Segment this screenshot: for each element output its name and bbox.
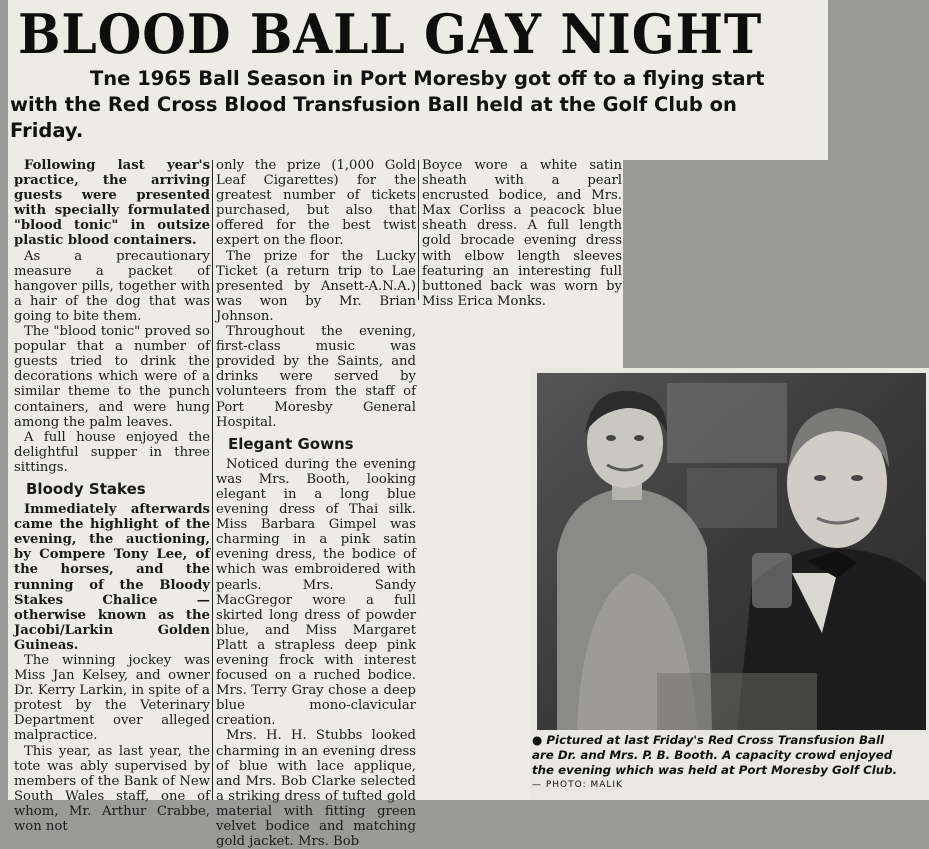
article-column-2 — [216, 158, 416, 849]
caption-line: the evening which was held at Port Moresby Golf Club. — [532, 763, 898, 777]
couple-photo — [537, 373, 926, 730]
article-paragraph: only the prize (1,000 Gold Leaf Cigarettes) for the greatest number of tickets purchased, but also that offered for the best twist expert on the floor. — [216, 158, 416, 249]
article-paragraph: Throughout the evening, first-class music was provided by the Saints, and drinks were served by volunteers from the staff of Port Moresby General Hospital. — [216, 324, 416, 430]
article-paragraph: The winning jockey was Miss Jan Kelsey, and owner Dr. Kerry Larkin, in spite of a protest by the Veterinary Department over alleged malpractice. — [14, 653, 210, 744]
caption-line: ● Pictured at last Friday's Red Cross Transfusion Ball — [532, 733, 885, 747]
article-paragraph: A full house enjoyed the delightful supper in three sittings. — [14, 429, 210, 475]
article-paragraph: Mrs. H. H. Stubbs looked charming in an evening dress of blue with lace applique, and Mrs. Bob Clarke selected a striking dress of tufted gold material with fitting green velvet bodice and matching gold jacket. Mrs. Bob — [216, 728, 416, 849]
article-paragraph: As a precautionary measure a packet of hangover pills, together with a hair of the dog that was going to bite them. — [14, 248, 210, 324]
article-column-3 — [422, 158, 622, 309]
intro-line: Tne 1965 Ball Season in Port Moresby got off to a flying start — [90, 67, 765, 90]
article-paragraph: Boyce wore a white satin sheath with a pearl encrusted bodice, and Mrs. Max Corliss a peacock blue sheath dress. A full length gold brocade evening dress with elbow length sleeves featuring an interesting full buttoned back was worn by Miss Erica Monks. — [422, 158, 622, 309]
subheading: Bloody Stakes — [26, 479, 146, 498]
caption-line: are Dr. and Mrs. P. B. Booth. A capacity crowd enjoyed — [532, 748, 893, 762]
column-divider — [212, 160, 213, 800]
photo-caption — [532, 733, 928, 793]
column-divider — [418, 160, 419, 300]
photo-illustration — [537, 373, 926, 730]
article-paragraph: This year, as last year, the tote was ably supervised by members of the Bank of New South Wales staff, one of whom, Mr. Arthur Crabbe, won not — [14, 743, 210, 835]
article-paragraph: Following last year's practice, the arriving guests were presented with specially formulated "blood tonic" in outsize plastic blood containers. — [14, 158, 210, 249]
article-paragraph: The "blood tonic" proved so popular that a number of guests tried to drink the decorations which were of a similar theme to the punch containers, and were hung among the palm leaves. — [14, 324, 210, 430]
article-paragraph: The prize for the Lucky Ticket (a return trip to Lae presented by Ansett-A.N.A.) was won by Mr. Brian Johnson. — [216, 248, 416, 324]
article-paragraph: Immediately afterwards came the highlight of the evening, the auctioning, by Compere Tony Lee, of the horses, and the running of the Bloody Stakes Chalice — otherwise known as the Jacobi/Larkin Golden Guineas. — [14, 502, 210, 653]
intro-line: Friday. — [10, 119, 84, 142]
subheading: Elegant Gowns — [228, 434, 354, 453]
headline: BLOOD BALL GAY NIGHT — [18, 2, 763, 66]
intro-paragraph — [10, 66, 825, 144]
photo-credit: — PHOTO: MALIK — [532, 780, 623, 790]
article-column-1 — [14, 158, 210, 834]
article-paragraph: Noticed during the evening was Mrs. Booth, looking elegant in a long blue evening dress of Thai silk. Miss Barbara Gimpel was charming in a pink satin evening dress, the bodice of which was embroidered with pearls. Mrs. Sandy MacGregor wore a full skirted long dress of powder blue, and Miss Margaret Platt a strapless deep pink evening frock with interest focused on a ruched bodice. Mrs. Terry Gray chose a deep blue mono-clavicular creation. — [216, 456, 416, 729]
intro-line: with the Red Cross Blood Transfusion Ball held at the Golf Club on — [10, 93, 737, 116]
